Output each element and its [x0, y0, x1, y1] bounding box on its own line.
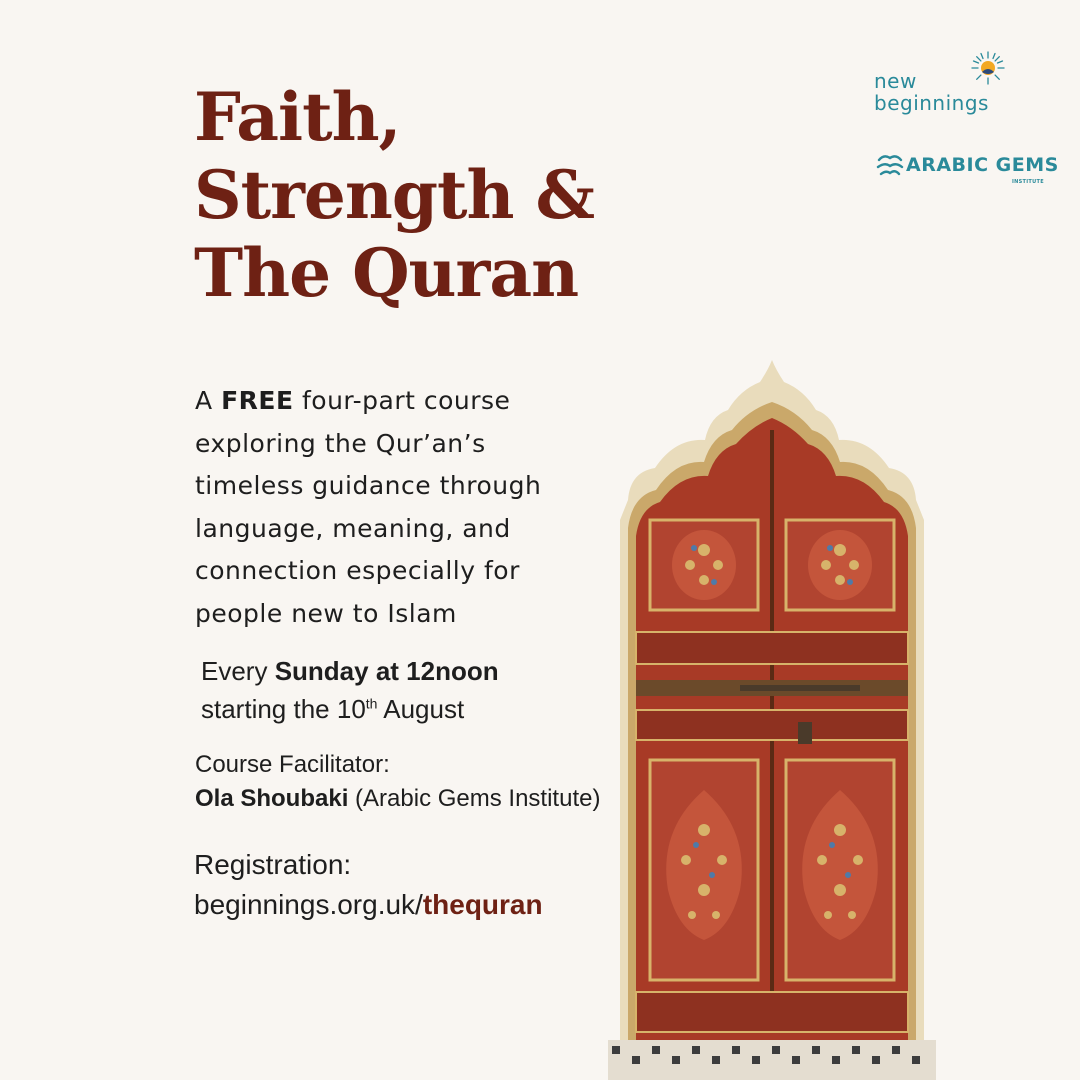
- sun-logo-icon: [970, 50, 1006, 86]
- schedule-start-suffix: August: [377, 694, 465, 724]
- door-lock: [798, 722, 812, 744]
- new-beginnings-logo: [874, 50, 1024, 120]
- facilitator-name: Ola Shoubaki: [195, 785, 349, 812]
- door-band-1: [636, 632, 908, 664]
- page-title: [194, 78, 614, 312]
- desc-prefix: A: [195, 386, 222, 415]
- registration-label: Registration:: [194, 849, 352, 880]
- door-floral-motif-top-left: [672, 530, 736, 600]
- arabic-gems-mark-icon: [876, 152, 904, 180]
- arabic-gems-wordmark: ARABIC GEMS: [906, 154, 1059, 176]
- schedule-start-prefix: starting the 10: [201, 694, 366, 724]
- door-band-3: [636, 710, 908, 740]
- registration-url-highlight: thequran: [422, 889, 543, 920]
- course-description: [195, 380, 575, 635]
- facilitator-line: [195, 782, 600, 816]
- title-line-2: Strength &: [194, 156, 595, 234]
- registration: [194, 845, 543, 925]
- arabic-gems-logo: [876, 152, 1059, 192]
- schedule-start-sup: th: [365, 695, 378, 712]
- course-schedule: [201, 652, 499, 728]
- moroccan-door-image: [600, 360, 945, 1080]
- desc-rest: four-part course exploring the Qur’an’s timeless guidance through language, meaning, and connection especially for people new to Islam: [195, 386, 542, 628]
- registration-link[interactable]: [194, 885, 543, 925]
- door-floral-motif-top-right: [808, 530, 872, 600]
- schedule-every: Every: [201, 656, 275, 686]
- registration-url-prefix: beginnings.org.uk/: [194, 889, 423, 920]
- desc-emphasis: FREE: [221, 386, 294, 415]
- door-bottom-band: [636, 992, 908, 1032]
- arabic-gems-sub: INSTITUTE: [1012, 179, 1044, 185]
- door-bolt: [740, 685, 860, 691]
- new-beginnings-line-1: new: [874, 69, 917, 93]
- facilitator-label: Course Facilitator:: [195, 751, 390, 778]
- title-line-1: Faith,: [194, 78, 401, 156]
- new-beginnings-line-2: beginnings: [874, 91, 989, 115]
- title-line-3: The Quran: [194, 234, 579, 312]
- facilitator-org: (Arabic Gems Institute): [348, 785, 601, 812]
- schedule-day-time: Sunday at 12noon: [274, 656, 499, 686]
- course-facilitator: [195, 748, 600, 816]
- schedule-line-2: [201, 690, 499, 728]
- schedule-line-1: [201, 652, 499, 690]
